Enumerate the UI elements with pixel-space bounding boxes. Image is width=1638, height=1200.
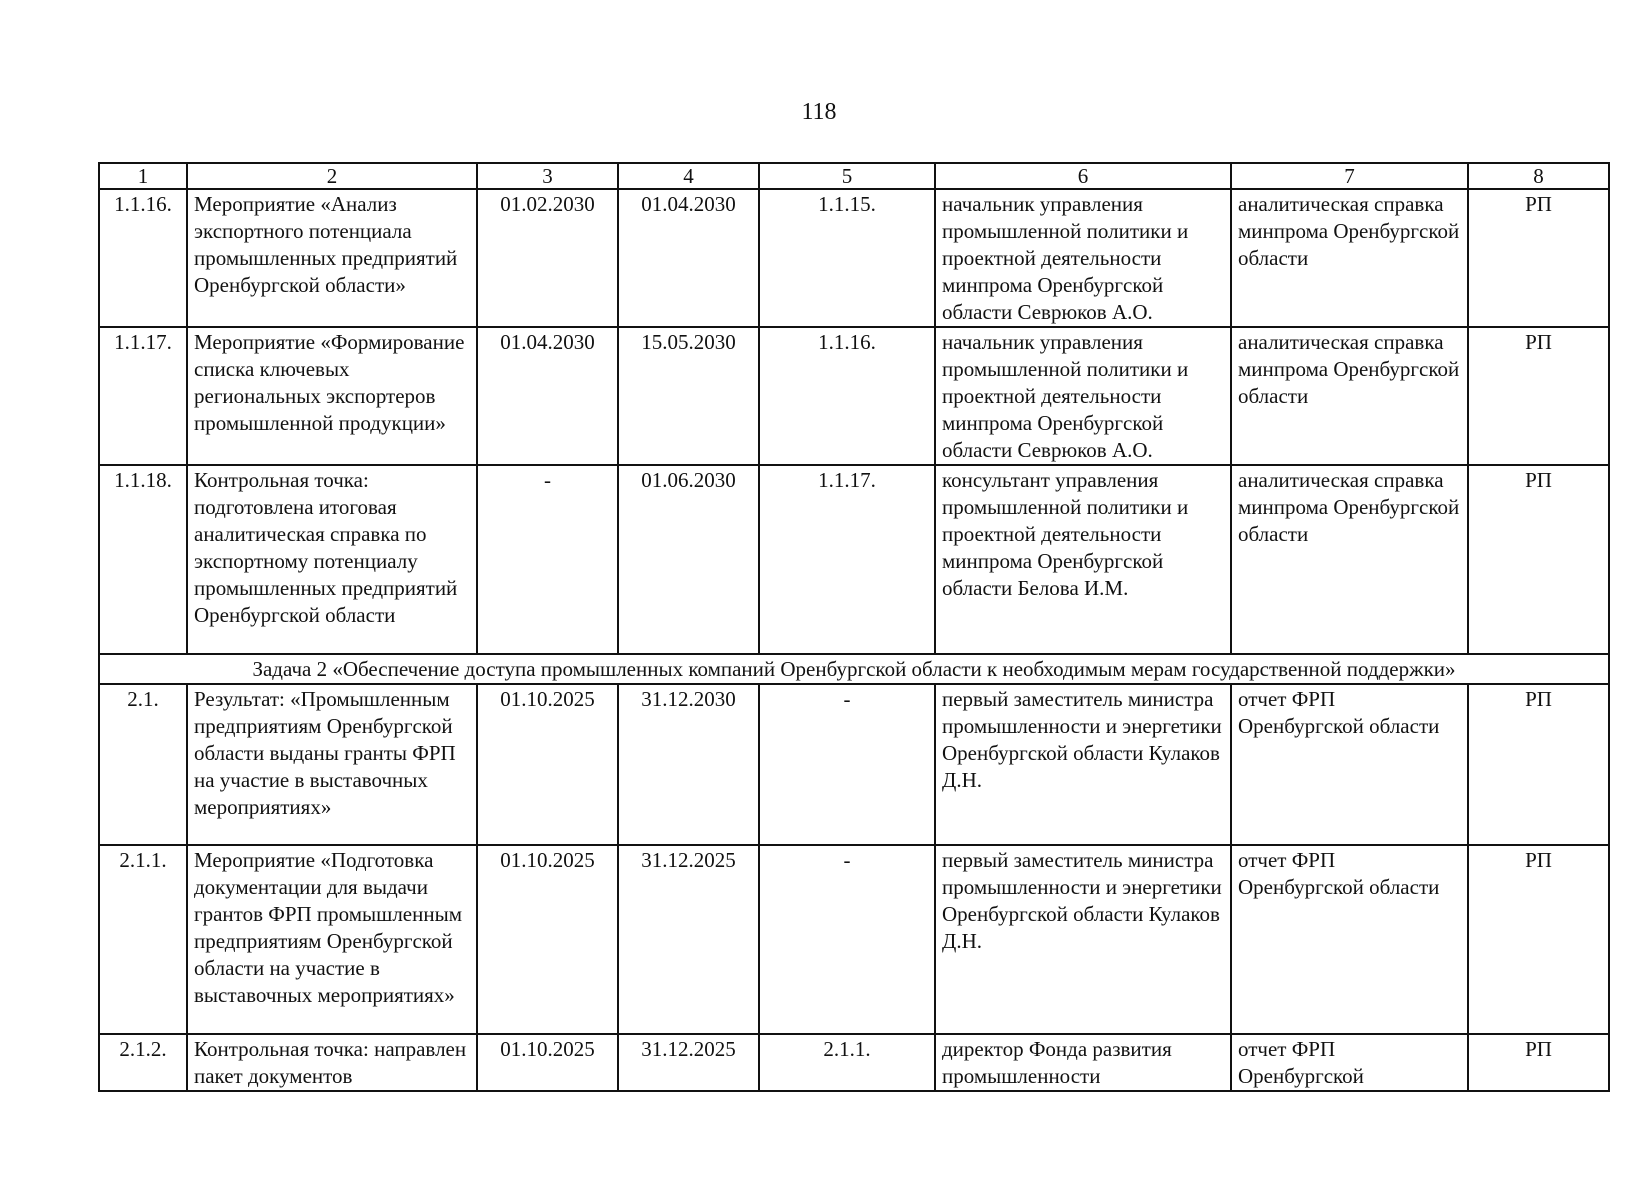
row-end-date: 31.12.2025 (618, 845, 759, 1034)
header-cell: 6 (935, 163, 1231, 189)
row-level: РП (1468, 845, 1609, 1034)
row-name: Результат: «Промышленным предприятиям Оренбургской области выданы гранты ФРП на участие в выставочных мероприятиях» (187, 684, 477, 845)
row-document: аналитическая справка минпрома Оренбургской области (1231, 327, 1468, 465)
header-cell: 4 (618, 163, 759, 189)
row-predecessor: 1.1.17. (759, 465, 935, 654)
row-level: РП (1468, 1034, 1609, 1091)
row-responsible: первый заместитель министра промышленности и энергетики Оренбургской области Кулаков Д.Н. (935, 845, 1231, 1034)
plan-table (98, 162, 1610, 1092)
row-start-date: 01.10.2025 (477, 1034, 618, 1091)
row-start-date: 01.10.2025 (477, 684, 618, 845)
row-predecessor: 2.1.1. (759, 1034, 935, 1091)
header-cell: 2 (187, 163, 477, 189)
header-cell: 3 (477, 163, 618, 189)
row-predecessor: 1.1.16. (759, 327, 935, 465)
table-row (99, 684, 1609, 845)
row-document: отчет ФРП Оренбургской (1231, 1034, 1468, 1091)
row-number: 2.1.2. (99, 1034, 187, 1091)
table-row (99, 1034, 1609, 1091)
row-level: РП (1468, 684, 1609, 845)
row-name: Мероприятие «Анализ экспортного потенциала промышленных предприятий Оренбургской области» (187, 189, 477, 327)
row-number: 2.1.1. (99, 845, 187, 1034)
row-end-date: 15.05.2030 (618, 327, 759, 465)
row-level: РП (1468, 327, 1609, 465)
row-level: РП (1468, 465, 1609, 654)
row-end-date: 31.12.2025 (618, 1034, 759, 1091)
row-predecessor: - (759, 684, 935, 845)
row-predecessor: - (759, 845, 935, 1034)
row-end-date: 01.06.2030 (618, 465, 759, 654)
row-name: Контрольная точка: направлен пакет документов (187, 1034, 477, 1091)
row-number: 2.1. (99, 684, 187, 845)
row-responsible: начальник управления промышленной политики и проектной деятельности минпрома Оренбургской области Севрюков А.О. (935, 327, 1231, 465)
row-document: аналитическая справка минпрома Оренбургской области (1231, 189, 1468, 327)
header-cell: 1 (99, 163, 187, 189)
row-end-date: 31.12.2030 (618, 684, 759, 845)
table-row (99, 189, 1609, 327)
row-number: 1.1.18. (99, 465, 187, 654)
row-responsible: директор Фонда развития промышленности (935, 1034, 1231, 1091)
row-name: Мероприятие «Подготовка документации для выдачи грантов ФРП промышленным предприятиям Оренбургской области на участие в выставочных мероприятиях» (187, 845, 477, 1034)
table-row (99, 845, 1609, 1034)
row-start-date: 01.02.2030 (477, 189, 618, 327)
header-row (99, 163, 1609, 189)
page-number: 118 (801, 99, 837, 125)
task-row (99, 654, 1609, 684)
row-start-date: 01.10.2025 (477, 845, 618, 1034)
table-row (99, 327, 1609, 465)
row-document: отчет ФРП Оренбургской области (1231, 684, 1468, 845)
row-responsible: первый заместитель министра промышленности и энергетики Оренбургской области Кулаков Д.Н. (935, 684, 1231, 845)
row-responsible: начальник управления промышленной политики и проектной деятельности минпрома Оренбургской области Севрюков А.О. (935, 189, 1231, 327)
header-cell: 8 (1468, 163, 1609, 189)
row-document: аналитическая справка минпрома Оренбургской области (1231, 465, 1468, 654)
header-cell: 5 (759, 163, 935, 189)
row-level: РП (1468, 189, 1609, 327)
task-title: Задача 2 «Обеспечение доступа промышленных компаний Оренбургской области к необходимым мерам государственной поддержки» (99, 654, 1609, 684)
row-number: 1.1.17. (99, 327, 187, 465)
row-start-date: - (477, 465, 618, 654)
row-responsible: консультант управления промышленной политики и проектной деятельности минпрома Оренбургской области Белова И.М. (935, 465, 1231, 654)
header-cell: 7 (1231, 163, 1468, 189)
row-name: Мероприятие «Формирование списка ключевых региональных экспортеров промышленной продукции» (187, 327, 477, 465)
row-name: Контрольная точка: подготовлена итоговая аналитическая справка по экспортному потенциалу промышленных предприятий Оренбургской области (187, 465, 477, 654)
row-start-date: 01.04.2030 (477, 327, 618, 465)
row-number: 1.1.16. (99, 189, 187, 327)
row-predecessor: 1.1.15. (759, 189, 935, 327)
table-row (99, 465, 1609, 654)
row-document: отчет ФРП Оренбургской области (1231, 845, 1468, 1034)
row-end-date: 01.04.2030 (618, 189, 759, 327)
